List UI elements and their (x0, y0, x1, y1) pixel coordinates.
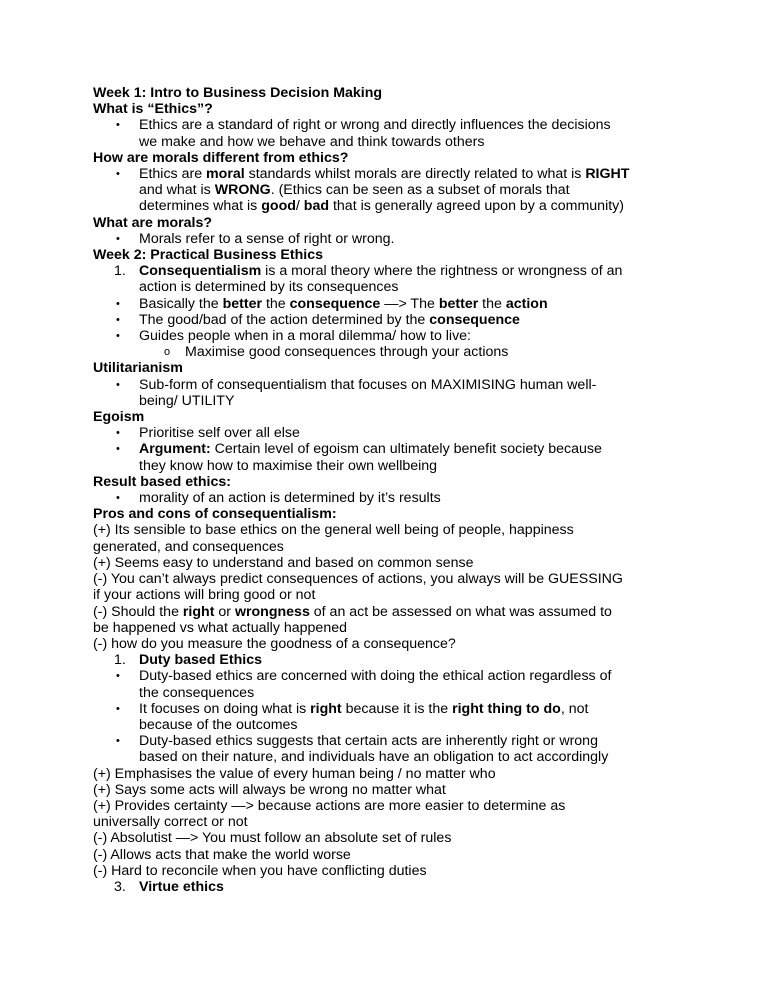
heading-what-is-ethics: What is “Ethics”? (93, 101, 213, 118)
list-item-cont: we make and how we behave and think towards others (139, 133, 485, 150)
list-item: • Duty-based ethics suggests that certain acts are inherently right or wrong (116, 733, 598, 750)
list-item-cont: the consequences (139, 684, 255, 701)
sub-list-item: o Maximise good consequences through your actions (164, 344, 509, 361)
list-item: • Ethics are a standard of right or wrong and directly influences the decisions (116, 117, 611, 134)
paragraph-line: (+) Seems easy to understand and based on common sense (93, 554, 474, 571)
heading-egoism: Egoism (93, 409, 145, 426)
list-item: • Ethics are moral standards whilst morals are directly related to what is RIGHT (116, 166, 630, 183)
heading-morals-vs-ethics: How are morals different from ethics? (93, 149, 349, 166)
circle-bullet-icon: o (164, 346, 171, 359)
bullet-icon: • (116, 492, 120, 505)
heading-utilitarianism: Utilitarianism (93, 360, 183, 377)
list-number: 1. (114, 652, 126, 669)
bullet-icon: • (116, 670, 120, 683)
list-item: • Sub-form of consequentialism that focuses on MAXIMISING human well- (116, 376, 597, 393)
document-page (93, 85, 693, 895)
list-item: • Argument: Certain level of egoism can ultimately benefit society because (116, 441, 602, 458)
list-item-cont: being/ UTILITY (139, 392, 235, 409)
paragraph-line: universally correct or not (93, 814, 248, 831)
paragraph-line: (-) how do you measure the goodness of a consequence? (93, 635, 456, 652)
paragraph-line: (-) Hard to reconcile when you have conflicting duties (93, 862, 427, 879)
paragraph-line: (+) Emphasises the value of every human being / no matter who (93, 765, 496, 782)
heading-what-are-morals: What are morals? (93, 214, 213, 231)
bullet-icon: • (116, 427, 120, 440)
list-item-cont: they know how to maximise their own wellbeing (139, 457, 438, 474)
list-item: • Basically the better the consequence —> The better the action (116, 295, 548, 312)
heading-pros-cons: Pros and cons of consequentialism: (93, 506, 337, 523)
list-number: 1. (114, 263, 126, 280)
bullet-icon: • (116, 168, 120, 181)
list-item: • Prioritise self over all else (116, 425, 300, 442)
bullet-icon: • (116, 443, 120, 456)
list-item: • morality of an action is determined by it’s results (116, 490, 441, 507)
bullet-icon: • (116, 330, 120, 343)
list-item-cont: based on their nature, and individuals have an obligation to act accordingly (139, 749, 609, 766)
bullet-icon: • (116, 297, 120, 310)
paragraph-line: generated, and consequences (93, 538, 284, 555)
list-item: • Duty-based ethics are concerned with doing the ethical action regardless of (116, 668, 612, 685)
list-item: • It focuses on doing what is right because it is the right thing to do, not (116, 700, 589, 717)
heading-result-based-ethics: Result based ethics: (93, 473, 231, 490)
list-item-cont: because of the outcomes (139, 716, 298, 733)
paragraph-line: if your actions will bring good or not (93, 587, 316, 604)
list-item-cont: determines what is good/ bad that is generally agreed upon by a community) (139, 198, 624, 215)
numbered-item: 1. Duty based Ethics (114, 652, 262, 669)
numbered-item: 3. Virtue ethics (114, 878, 224, 895)
numbered-item-cont: action is determined by its consequences (139, 279, 399, 296)
list-number: 3. (114, 878, 126, 895)
bullet-icon: • (116, 378, 120, 391)
paragraph-line: (+) Its sensible to base ethics on the general well being of people, happiness (93, 522, 574, 539)
paragraph-line: (+) Says some acts will always be wrong no matter what (93, 781, 446, 798)
bullet-icon: • (116, 232, 120, 245)
list-item-cont: and what is WRONG. (Ethics can be seen as a subset of morals that (139, 182, 570, 199)
paragraph-line: (-) Allows acts that make the world worse (93, 846, 351, 863)
bullet-icon: • (116, 735, 120, 748)
paragraph-line: (+) Provides certainty —> because actions are more easier to determine as (93, 797, 566, 814)
heading-week2: Week 2: Practical Business Ethics (93, 247, 323, 264)
paragraph-line: be happened vs what actually happened (93, 619, 347, 636)
list-item: • Guides people when in a moral dilemma/ how to live: (116, 328, 471, 345)
paragraph-line: (-) You can’t always predict consequences of actions, you always will be GUESSING (93, 571, 623, 588)
list-item: • The good/bad of the action determined by the consequence (116, 311, 520, 328)
bullet-icon: • (116, 313, 120, 326)
list-item: • Morals refer to a sense of right or wrong. (116, 230, 395, 247)
numbered-item: 1. Consequentialism is a moral theory where the rightness or wrongness of an (114, 263, 623, 280)
paragraph-line: (-) Should the right or wrongness of an act be assessed on what was assumed to (93, 603, 612, 620)
paragraph-line: (-) Absolutist —> You must follow an absolute set of rules (93, 830, 452, 847)
heading-week1: Week 1: Intro to Business Decision Making (93, 85, 383, 101)
bullet-icon: • (116, 119, 120, 132)
bullet-icon: • (116, 702, 120, 715)
